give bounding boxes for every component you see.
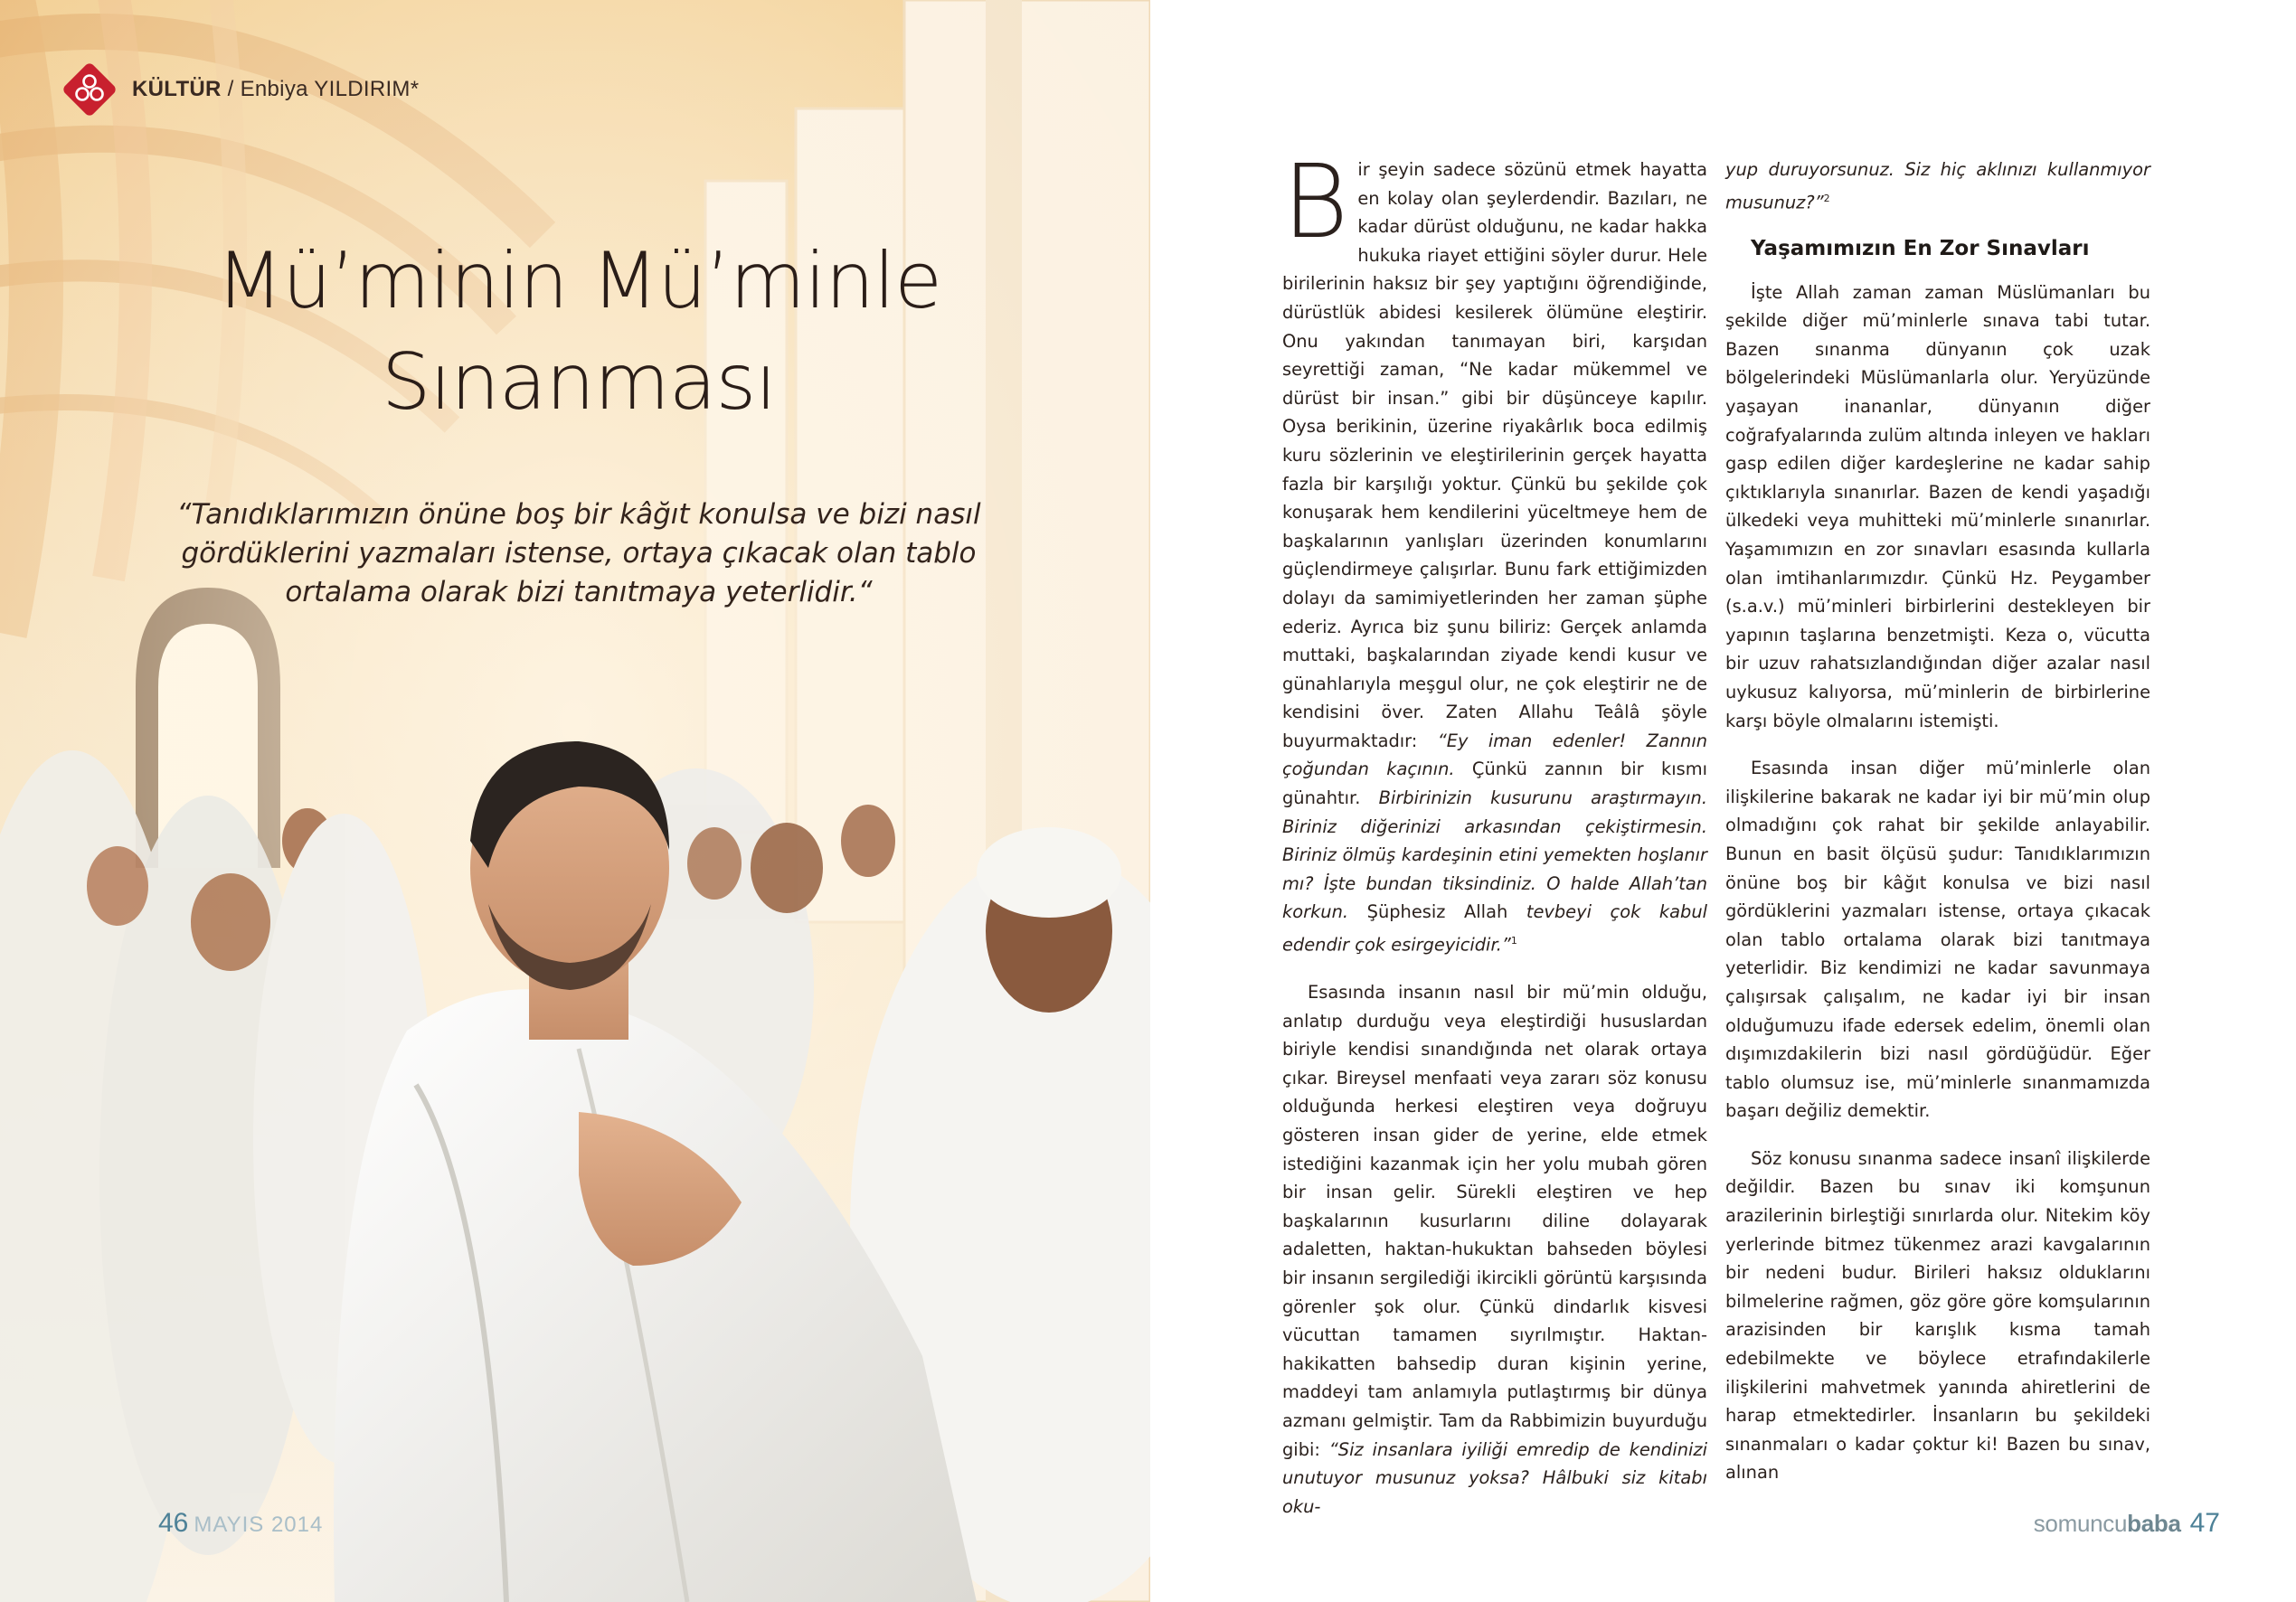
footnote-ref: 2 xyxy=(1823,192,1830,204)
brand-part-1: somuncu xyxy=(2033,1510,2128,1537)
lead-quote: “Tanıdıklarımızın önüne boş bir kâğıt konulsa ve bizi nasıl gördüklerini yazmaları istense, ortaya çıkacak olan tablo ortalama olarak bizi tanıtmaya yeterlidir.“ xyxy=(176,498,981,608)
magazine-brand xyxy=(2034,1510,2181,1538)
page-number-right: 47 xyxy=(2189,1508,2220,1538)
text-column-2 xyxy=(1725,155,2150,1487)
drop-cap: B xyxy=(1282,144,1349,261)
paragraph-text: Esasında insanın nasıl bir mü’min olduğu, anlatıp durduğu veya eleştirdiği hususlardan biriyle kendisi sınandığında net olarak ortaya çıkar. Bireysel menfaati veya zararı söz konusu olduğunda herkesi eleştiren veya doğruyu gösteren insan gider de yerine, elde etmek istediğini kazanmak için her yolu mubah gören bir insan gelir. Sürekli eleştiren ve hep başkalarının kusurlarını diline dolayarak adaletten, haktan-hukuktan bahseden böylesi bir insanın sergilediği ikircikli görüntü karşısında görenler şok olur. Çünkü dindarlık kisvesi vücuttan tamamen sıyrılmıştır. Haktan-hakikatten bahsedip duran kişinin yerine, maddeyi tam anlamıyla putlaştırmış bir dünya azmanı gelmiştir. Tam da Rabbimizin buyurduğu gibi: xyxy=(1282,982,1707,1460)
verse-quote: “Siz insanlara iyiliği emredip de kendinizi unutuyor musunuz yoksa? Hâlbuki siz kitabı oku- xyxy=(1282,1438,1707,1517)
verse-quote: tevbeyi çok kabul edendir çok esirgeyicidir.” xyxy=(1282,901,1707,956)
verse-quote: yup duruyorsunuz. Siz hiç aklınızı kullanmıyor musunuz?” xyxy=(1725,159,2150,213)
paragraph: Söz konusu sınanma sadece insanî ilişkilerde değildir. Bazen bu sınav iki komşunun arazilerinin birleştiği sınırlarda olur. Nitekim köy yerlerinde bitmez tükenmez arazi kavgalarının bir nedeni budur. Birileri haksız olduklarını bilmelerine rağmen, göz göre göre komşularının arazisinden bir karışlık kısma tamah edebilmekte ve böylece etrafındakilerle ilişkilerini mahvetmek yanında ahiretlerini de harap etmektedirler. İnsanların bu şekildeki sınanmaları o kadar çoktur ki! Bazen bu sınav, alınan xyxy=(1725,1147,2150,1484)
paragraph: İşte Allah zaman zaman Müslümanları bu şekilde diğer mü’minlerle sınava tabi tutar. Bazen sınanma dünyanın çok uzak bölgelerindeki Müslümanlarla olur. Yeryüzünde yaşayan inananlar, dünyanın diğer coğrafyalarında zulüm altında inleyen ve hakları gasp edilen diğer kardeşlerine ne kadar sahip çıktıklarıyla sınanırlar. Bazen de kendi yaşadığı ülkedeki veya muhitteki mü’minlerle sınanırlar. Yaşamımızın en zor sınavları esasında kullarla olan imtihanlarımızdır. Çünkü Hz. Peygamber (s.a.v.) mü’minleri birbirlerini destekleyen bir yapının taşlarına benzetmişti. Keza o, vücutta bir uzuv rahatsızlandığından diğer azalar nasıl uykusuz kalıyorsa, mü’minlerin de birbirlerine karşı böyle olmalarını istemişti. xyxy=(1725,281,2150,731)
paragraph-text: Şüphesiz Allah xyxy=(1348,901,1526,923)
right-page xyxy=(1150,0,2296,1602)
title-line-1: Mü’minin Mü’minle xyxy=(216,236,941,326)
verse-quote: Birbirinizin kusurunu araştırmayın. Biriniz diğerinizi arkasından çekiştirmesin. Biriniz ölmüş kardeşinin etini yemekten hoşlanır mı? İşte bundan tiksindiniz. O halde Allah’tan korkun. xyxy=(1282,787,1707,923)
section-subheading: Yaşamımızın En Zor Sınavları xyxy=(1751,236,2090,260)
footnote-ref: 1 xyxy=(1510,935,1517,947)
issue-date: MAYIS 2014 xyxy=(194,1512,324,1537)
paragraph: Esasında insan diğer mü’minlerle olan ilişkilerine bakarak ne kadar iyi bir mü’min olup olmadığını çok rahat bir şekilde anlayabilir. Bunun en basit ölçüsü şudur: Tanıdıklarımızın önüne boş bir kâğıt konulsa ve bizi nasıl gördüklerini yazmaları istense, ortaya çıkacak olan tablo ortalama olarak bizi tanıtmaya yeterlidir. Biz kendimizi ne kadar savunmaya çalışırsak çalışalım, ne kadar iyi bir insan olduğumuzu ifade edersek edelim, önemli olan dışımızdakilerin bizi nasıl gördüğüdür. Eğer tablo olumsuz ise, mü’minlerle sınanmamızda başarı değiliz demektir. xyxy=(1725,758,2150,1122)
magazine-logo-icon xyxy=(60,60,119,119)
category-label: KÜLTÜR xyxy=(132,77,222,101)
category-separator: / xyxy=(221,77,241,101)
paragraph-text: Çünkü zannın bir kısmı günahtır. xyxy=(1282,759,1707,809)
verse-quote: “Ey iman edenler! Zannın çoğundan kaçının. xyxy=(1282,730,1707,780)
paragraph xyxy=(1282,144,1707,959)
section-tag xyxy=(60,58,419,121)
page-number-left: 46 xyxy=(158,1508,189,1538)
category-author-line xyxy=(132,77,419,102)
paragraph xyxy=(1282,978,1707,1521)
text-column-1 xyxy=(1282,144,1707,1521)
author-name: Enbiya YILDIRIM* xyxy=(240,77,420,101)
paragraph-text: ir şeyin sadece sözünü etmek hayatta en kolay olan şeylerdendir. Bazıları, ne kadar dürüst olduğunu, ne kadar hakka hukuka riayet ettiğini söyler durur. Hele birilerinin haksız bir şey yaptığını öğrendiğinde, dürüstlük abidesi kesilerek ölümüne eleştirir. Onu yakından tanımayan biri, karşıdan seyrettiği zaman, “Ne kadar mükemmel ve dürüst bir insan.” gibi bir düşünceye kapılır. Oysa berikinin, üzerine riyakârlık boca edilmiş kuru sözlerinin ve eleştirilerinin gerçek hayatta fazla bir karşılığı yoktur. Çünkü bu şekilde çok konuşarak hem kendilerini yüceltmeye hem de başkalarının yanlışları üzerinden konumlarını güçlendirmeye çalışırlar. Bunu fark ettiğimizden dolayı da samimiyetlerinden her zaman şüphe ederiz. Ayrıca biz şunu biliriz: Gerçek anlamda muttaki, başkalarından ziyade kendi kusur ve günahlarıyla meşgul olur, ne çok eleştirir ne de kendisini över. Zaten Allahu Teâlâ şöyle buyurmaktadır: xyxy=(1282,159,1707,751)
folio-left xyxy=(158,1508,323,1539)
brand-part-2: baba xyxy=(2127,1510,2181,1537)
paragraph xyxy=(1725,155,2150,217)
title-line-2: Sınanması xyxy=(381,337,777,428)
article-title xyxy=(127,231,1031,433)
folio-right xyxy=(2034,1508,2220,1539)
